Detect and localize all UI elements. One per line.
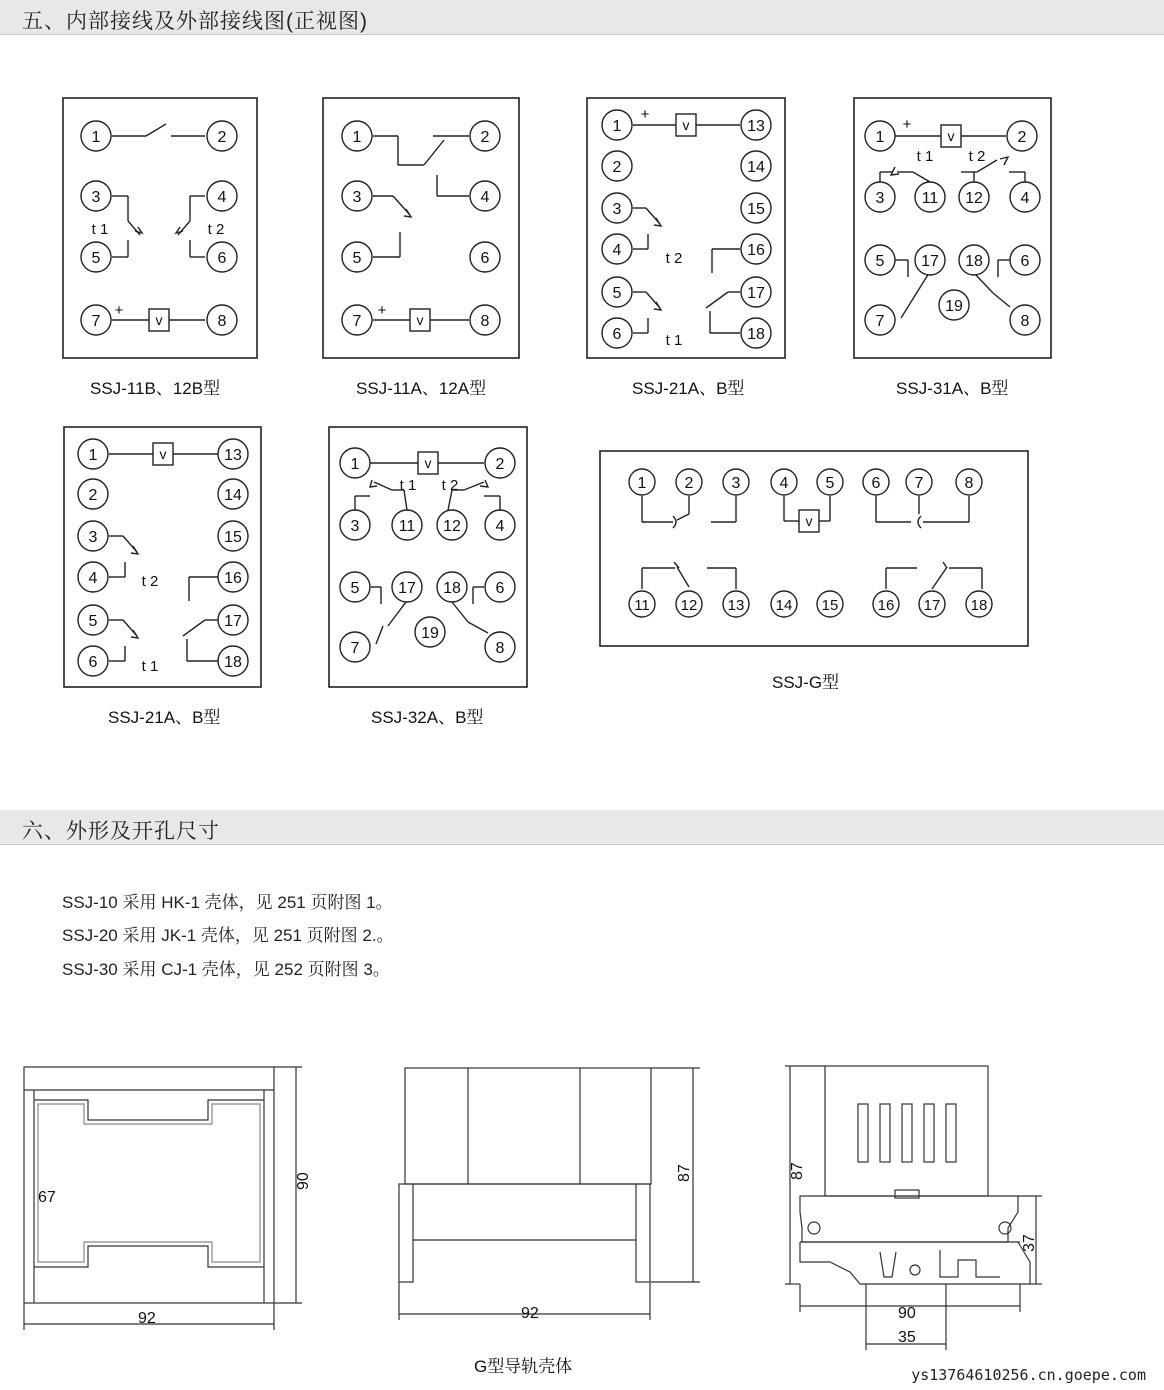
diagram-ssj11b <box>62 97 262 362</box>
terminal-label: 5 <box>91 250 101 267</box>
terminal-label: 7 <box>91 313 101 330</box>
diagram-ssjg <box>599 450 1033 650</box>
terminal-label: 18 <box>747 326 765 343</box>
caption-ssj32a: SSJ-32A、B型 <box>371 708 484 727</box>
diagram-ssj21b <box>63 426 265 691</box>
terminal-label: 1 <box>350 456 360 473</box>
terminal-label: 16 <box>747 242 765 259</box>
terminal-label: 6 <box>1020 253 1030 270</box>
t1-label: t 1 <box>399 477 417 494</box>
section-5-header <box>0 0 1164 35</box>
terminal-label: 8 <box>1020 313 1030 330</box>
terminal-label: 4 <box>612 242 622 259</box>
dim-width: 92 <box>138 1310 156 1327</box>
caption-ssj11b: SSJ-11B、12B型 <box>90 379 221 398</box>
dim-width: 92 <box>521 1305 539 1322</box>
terminal-label: 3 <box>612 201 622 218</box>
terminal-label: 15 <box>821 597 839 614</box>
figure-2-caption: G型导轨壳体 <box>474 1357 573 1376</box>
terminal-label: 16 <box>877 597 895 614</box>
dimension-figure-1 <box>18 1062 328 1337</box>
terminal-label: 17 <box>747 285 765 302</box>
terminal-label: 17 <box>921 253 939 270</box>
terminal-label: 19 <box>945 298 963 315</box>
terminal-label: 18 <box>443 580 461 597</box>
terminal-label: 4 <box>1020 190 1030 207</box>
voltmeter-label: v <box>682 117 690 133</box>
dimension-figure-2 <box>395 1064 705 1334</box>
terminal-label: 2 <box>612 159 622 176</box>
terminal-label: 2 <box>88 487 98 504</box>
t1-label: t 1 <box>916 148 934 165</box>
caption-ssj11a: SSJ-11A、12A型 <box>356 379 487 398</box>
terminal-label: 2 <box>495 456 505 473</box>
terminal-label: 2 <box>1017 129 1027 146</box>
terminal-label: 13 <box>224 447 242 464</box>
note-line-3: SSJ-30 采用 CJ-1 壳体，见 252 页附图 3。 <box>62 960 390 979</box>
caption-ssjg: SSJ-G型 <box>772 673 840 692</box>
terminal-label: 3 <box>91 189 101 206</box>
terminal-label: 8 <box>964 475 974 492</box>
terminal-label: 18 <box>965 253 983 270</box>
terminal-label: 19 <box>421 625 439 642</box>
voltmeter-label: v <box>805 513 813 529</box>
terminal-label: 8 <box>495 640 505 657</box>
voltmeter-label: v <box>947 128 955 144</box>
terminal-label: 15 <box>747 201 765 218</box>
terminal-label: 4 <box>480 189 490 206</box>
terminal-label: 3 <box>731 475 741 492</box>
dim-inner: 67 <box>38 1189 56 1206</box>
terminal-label: 2 <box>217 129 227 146</box>
terminal-label: 5 <box>88 613 98 630</box>
terminal-label: 17 <box>923 597 941 614</box>
note-line-1: SSJ-10 采用 HK-1 壳体，见 251 页附图 1。 <box>62 893 393 912</box>
terminal-label: 3 <box>350 518 360 535</box>
t2-label: t 2 <box>141 573 159 590</box>
terminal-label: 7 <box>914 475 924 492</box>
terminal-label: 11 <box>634 597 650 614</box>
dim-height: 87 <box>789 1162 806 1180</box>
terminal-label: 6 <box>217 250 227 267</box>
terminal-label: 17 <box>224 613 242 630</box>
watermark-text: ys13764610256.cn.goepe.com <box>911 1366 1146 1384</box>
terminal-label: 11 <box>398 518 416 535</box>
terminal-label: 3 <box>352 189 362 206</box>
terminal-label: 17 <box>398 580 416 597</box>
dim-height: 90 <box>295 1172 312 1190</box>
terminal-label: 6 <box>480 250 490 267</box>
terminal-label: 16 <box>224 570 242 587</box>
caption-ssj21a: SSJ-21A、B型 <box>632 379 745 398</box>
terminal-label: 14 <box>224 487 242 504</box>
voltmeter-label: v <box>159 446 167 462</box>
t1-label: t 1 <box>665 332 683 349</box>
terminal-label: 12 <box>680 597 698 614</box>
plus-sign: + <box>114 302 124 319</box>
terminal-label: 2 <box>480 129 490 146</box>
terminal-label: 15 <box>224 529 242 546</box>
terminal-label: 18 <box>224 654 242 671</box>
terminal-label: 8 <box>217 313 227 330</box>
t1-label: t 1 <box>91 221 109 238</box>
note-line-2: SSJ-20 采用 JK-1 壳体，见 251 页附图 2.。 <box>62 926 394 945</box>
terminal-label: 6 <box>612 326 622 343</box>
section-6-title: 六、外形及开孔尺寸 <box>22 820 220 843</box>
terminal-label: 13 <box>727 597 745 614</box>
terminal-label: 5 <box>612 285 622 302</box>
terminal-label: 5 <box>825 475 835 492</box>
terminal-label: 2 <box>684 475 694 492</box>
t2-label: t 2 <box>968 148 986 165</box>
terminal-label: 13 <box>747 118 765 135</box>
t2-label: t 2 <box>207 221 225 238</box>
t2-label: t 2 <box>665 250 683 267</box>
section-5-title: 五、内部接线及外部接线图(正视图) <box>22 10 368 33</box>
plus-sign: + <box>640 106 650 123</box>
section-6-header <box>0 810 1164 845</box>
terminal-label: 1 <box>352 129 362 146</box>
terminal-label: 14 <box>775 597 793 614</box>
dim-width: 90 <box>898 1305 916 1322</box>
terminal-label: 3 <box>88 529 98 546</box>
voltmeter-label: v <box>155 312 163 328</box>
t1-label: t 1 <box>141 658 159 675</box>
caption-ssj31a: SSJ-31A、B型 <box>896 379 1009 398</box>
terminal-label: 7 <box>875 313 885 330</box>
diagram-ssj32a <box>328 426 532 691</box>
terminal-label: 12 <box>965 190 983 207</box>
terminal-label: 1 <box>88 447 98 464</box>
terminal-label: 14 <box>747 159 765 176</box>
terminal-label: 6 <box>871 475 881 492</box>
terminal-label: 18 <box>970 597 988 614</box>
terminal-label: 5 <box>352 250 362 267</box>
terminal-label: 11 <box>921 190 939 207</box>
voltmeter-label: v <box>416 312 424 328</box>
terminal-label: 6 <box>495 580 505 597</box>
plus-sign: + <box>377 302 387 319</box>
dim-side: 37 <box>1021 1234 1038 1252</box>
terminal-label: 3 <box>875 190 885 207</box>
terminal-label: 6 <box>88 654 98 671</box>
t2-label: t 2 <box>441 477 459 494</box>
dim-height: 87 <box>676 1164 693 1182</box>
terminal-label: 1 <box>637 475 647 492</box>
terminal-label: 1 <box>875 129 885 146</box>
terminal-label: 4 <box>217 189 227 206</box>
caption-ssj21b: SSJ-21A、B型 <box>108 708 221 727</box>
dimension-figure-3 <box>780 1062 1050 1352</box>
diagram-ssj31a <box>853 97 1055 362</box>
terminal-label: 1 <box>91 129 101 146</box>
terminal-label: 1 <box>612 118 622 135</box>
terminal-label: 4 <box>495 518 505 535</box>
diagram-ssj11a <box>322 97 524 362</box>
terminal-label: 5 <box>350 580 360 597</box>
plus-sign: + <box>902 116 912 133</box>
terminal-label: 7 <box>350 640 360 657</box>
terminal-label: 5 <box>875 253 885 270</box>
voltmeter-label: v <box>424 455 432 471</box>
terminal-label: 4 <box>779 475 789 492</box>
terminal-label: 7 <box>352 313 362 330</box>
terminal-label: 8 <box>480 313 490 330</box>
terminal-label: 12 <box>443 518 461 535</box>
dim-hole: 35 <box>898 1329 916 1346</box>
diagram-ssj21a <box>586 97 790 362</box>
terminal-label: 4 <box>88 570 98 587</box>
